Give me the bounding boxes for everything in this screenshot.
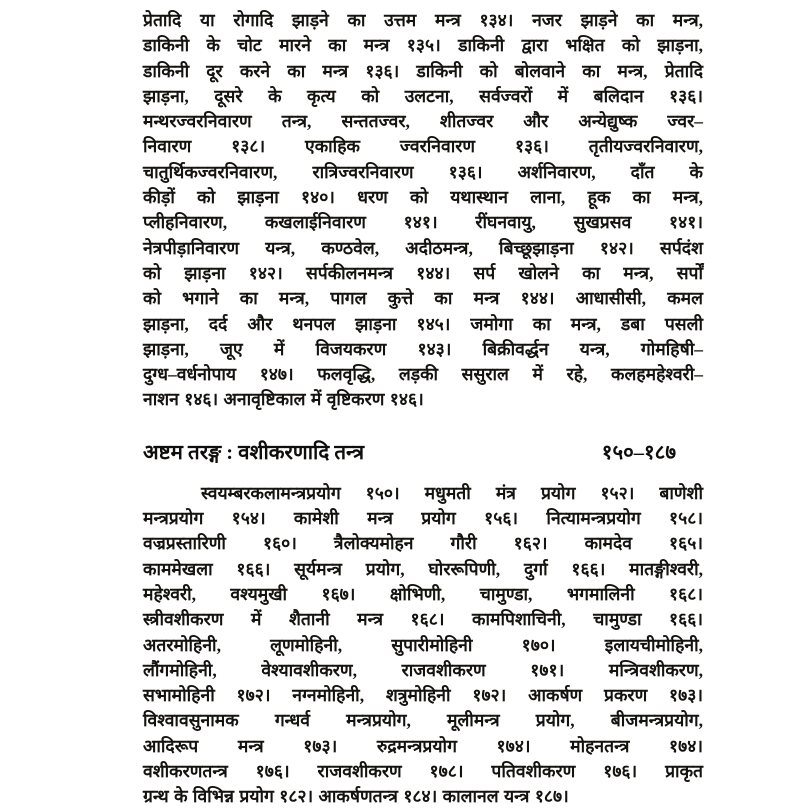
text-line: महेश्वरी, वश्यमुखी १६७। क्षोभिणी, चामुण्डा, भगमालिनी १६८। [143,583,703,604]
text-line: को झाड़ना १४२। सर्पकीलनमन्त्र १४४। सर्प खोलने का मन्त्र, सर्पों [143,262,703,283]
text-line: झाड़ना, दूसरे के कृत्य को उलटना, सर्वज्वरों में बलिदान १३६। [143,85,703,106]
text-line: कीड़ों को झाड़ना १४०। धरण को यथास्थान लाना, हूक का मन्त्र, [143,187,703,208]
text-line: प्लीहनिवारण, कखलाईनिवारण १४१। रींघनवायु, सुखप्रसव १४१। [143,212,703,233]
text-line: नाशन १४६। अनावृष्टिकाल में वृष्टिकरण १४६। [143,389,424,410]
text-line: मन्त्रप्रयोग १५४। कामेशी मन्त्र प्रयोग १५६। नित्यामन्त्रप्रयोग १५८। [143,508,703,529]
text-line: निवारण १३८। एकाहिक ज्वरनिवारण १३६। तृतीयज्वरनिवारण, [143,136,703,157]
text-line: दुग्ध–वर्धनोपाय १४७। फलवृद्धि, लड़की ससुराल में रहे, कलहमहेश्वरी– [143,364,703,385]
text-line: चातुर्थिकज्वरनिवारण, रात्रिज्वरनिवारण १३६। अर्शनिवारण, दाँत के [143,161,703,182]
text-line: स्त्रीवशीकरण में शैतानी मन्त्र १६८। कामपिशाचिनी, चामुण्डा १६६। [143,609,703,630]
text-line: झाड़ना, दर्द और थनपल झाड़ना १४५। जमोगा का मन्त्र, डबा पसली [143,313,703,334]
text-line: लौंगमोहिनी, वेश्यावशीकरण, राजवशीकरण १७१। मन्त्रिवशीकरण, [143,659,703,680]
text-line: आदिरूप मन्त्र १७३। रुद्रमन्त्रप्रयोग १७४। मोहनतन्त्र १७४। [143,735,703,756]
chapter-heading-row [143,440,703,467]
chapter-heading-page-range: १५०–१८७ [601,441,676,464]
text-line: वज्रप्रस्तारिणी १६०। त्रैलोक्यमोहन गौरी १६२। कामदेव १६५। [143,533,703,554]
text-line: ग्रन्थ के विभिन्न प्रयोग १८२। आकर्षणतन्त्र १८४। कालानल यन्त्र १८७। [143,786,569,807]
text-line: झाड़ना, जूए में विजयकरण १४३। बिक्रीवर्द्धन यन्त्र, गोमहिषी– [143,338,703,359]
text-line: डाकिनी के चोट मारने का मन्त्र १३५। डाकिनी द्वारा भक्षित को झाड़ना, [143,35,703,56]
text-line: सभामोहिनी १७२। नग्नमोहिनी, शत्रुमोहिनी १७२। आकर्षण प्रकरण १७३। [143,685,703,706]
text-line: काममेखला १६६। सूर्यमन्त्र प्रयोग, घोररूपिणी, दुर्गा १६६। मातङ्गीश्वरी, [143,558,703,579]
text-line: मन्थरज्वरनिवारण तन्त्र, सन्ततज्वर, शीतज्वर और अन्येद्युष्क ज्वर– [143,111,703,132]
text-line: स्वयम्बरकलामन्त्रप्रयोग १५०। मधुमती मंत्र प्रयोग १५२। बाणेशी [201,482,703,503]
text-line: वशीकरणतन्त्र १७६। राजवशीकरण १७८। पतिवशीकरण १७६। प्राकृत [143,761,703,782]
text-line: अतरमोहिनी, लूणमोहिनी, सुपारीमोहिनी १७०। इलायचीमोहिनी, [143,634,703,655]
chapter-heading-title: अष्टम तरङ्ग : वशीकरणादि तन्त्र [143,441,365,464]
text-line: को भगाने का मन्त्र, पागल कुत्ते का मन्त्र १४४। आधासीसी, कमल [143,288,703,309]
text-line: विश्वावसुनामक गन्धर्व मन्त्रप्रयोग, मूलीमन्त्र प्रयोग, बीजमन्त्रप्रयोग, [143,710,703,731]
contents-paragraph-saptam-taranga [143,8,703,413]
contents-paragraph-ashtam-taranga [143,481,703,810]
text-line: प्रेतादि या रोगादि झाड़ने का उत्तम मन्त्र १३४। नजर झाड़ने का मन्त्र, [143,10,703,30]
text-line: डाकिनी दूर करने का मन्त्र १३६। डाकिनी को बोलवाने का मन्त्र, प्रेतादि [143,60,703,81]
text-column [143,8,703,810]
text-line: नेत्रपीड़ानिवारण यन्त्र, कण्ठवेल, अदीठमन्त्र, बिच्छूझाड़ना १४२। सर्पदंश [143,237,703,258]
